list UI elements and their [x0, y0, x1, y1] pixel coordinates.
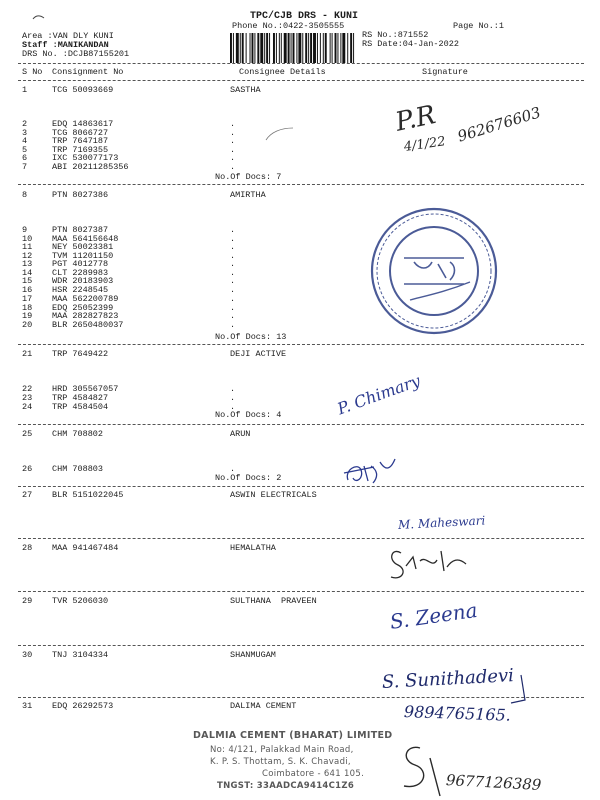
consignment-number: TVR 5206030: [52, 596, 109, 606]
consignee-name: HEMALATHA: [230, 543, 276, 553]
consignee-name: SULTHANA PRAVEEN: [230, 596, 317, 606]
barcode-bar: [340, 33, 341, 63]
barcode-bar: [298, 33, 301, 63]
handwritten-phone: 9894765165.: [403, 702, 512, 725]
serial-number: 19: [22, 311, 33, 321]
docs-count: No.Of Docs: 4: [215, 410, 282, 420]
docs-count: No.Of Docs: 13: [215, 332, 287, 342]
table-row: [0, 650, 600, 660]
rs-date: RS Date:04-Jan-2022: [362, 39, 459, 49]
barcode-bar: [323, 33, 324, 63]
barcode-bar: [310, 33, 312, 63]
docs-count: No.Of Docs: 7: [215, 172, 282, 182]
consignee-name: .: [230, 136, 236, 146]
barcode: [230, 33, 357, 63]
barcode-bar: [350, 33, 352, 63]
barcode-bar: [347, 33, 348, 63]
handwritten-phone: 962676603: [455, 103, 543, 146]
consignee-name: ASWIN ELECTRICALS: [230, 490, 317, 500]
divider: [18, 424, 584, 425]
consignee-name: DEJI ACTIVE: [230, 349, 287, 359]
table-row: [0, 320, 600, 330]
serial-number: 30: [22, 650, 33, 660]
divider: [18, 80, 584, 81]
barcode-bar: [291, 33, 292, 63]
serial-number: 15: [22, 276, 33, 286]
consignee-name: .: [230, 119, 236, 129]
serial-number: 14: [22, 268, 33, 278]
consignment-number: CHM 708803: [52, 464, 104, 474]
consignment-number: TRP 7649422: [52, 349, 109, 359]
consignee-name: .: [230, 234, 236, 244]
consignment-number: EDQ 25052399: [52, 303, 114, 313]
serial-number: 8: [22, 190, 28, 200]
barcode-bar: [266, 33, 268, 63]
barcode-bar: [288, 33, 290, 63]
serial-number: 17: [22, 294, 33, 304]
barcode-bar: [313, 33, 316, 63]
consignee-name: SHANMUGAM: [230, 650, 276, 660]
barcode-bar: [264, 33, 265, 63]
consignment-number: HSR 2248545: [52, 285, 109, 295]
column-header-sno: S No: [22, 67, 43, 77]
consignment-number: ABI 20211285356: [52, 162, 129, 172]
barcode-bar: [317, 33, 318, 63]
serial-number: 9: [22, 225, 28, 235]
serial-number: 13: [22, 259, 33, 269]
consignment-number: PGT 4012778: [52, 259, 109, 269]
handwritten-name: S. Sunithadevi: [381, 665, 515, 693]
consignee-name: .: [230, 276, 236, 286]
divider: [18, 697, 584, 698]
consignment-number: BLR 2650480037: [52, 320, 124, 330]
serial-number: 12: [22, 251, 33, 261]
consignee-name: .: [230, 259, 236, 269]
page-title: TPC/CJB DRS - KUNI: [250, 11, 359, 22]
serial-number: 5: [22, 145, 28, 155]
rs-number: RS No.:871552: [362, 30, 429, 40]
serial-number: 3: [22, 128, 28, 138]
serial-number: 10: [22, 234, 33, 244]
serial-number: 16: [22, 285, 33, 295]
consignee-name: .: [230, 303, 236, 313]
consignment-number: TVM 11201150: [52, 251, 114, 261]
barcode-bar: [257, 33, 259, 63]
serial-number: 27: [22, 490, 33, 500]
consignee-name: .: [230, 294, 236, 304]
consignee-name: .: [230, 153, 236, 163]
serial-number: 22: [22, 384, 33, 394]
consignment-number: PTN 8027386: [52, 190, 109, 200]
consignee-name: .: [230, 393, 236, 403]
consignment-number: TRP 7169355: [52, 145, 109, 155]
consignee-name: .: [230, 225, 236, 235]
table-row: [0, 85, 600, 95]
column-header-signature: Signature: [422, 67, 468, 77]
signature-scribble: [391, 551, 466, 578]
consignment-number: WDR 20183903: [52, 276, 114, 286]
barcode-bar: [276, 33, 277, 63]
consignment-number: MAA 941467484: [52, 543, 119, 553]
serial-number: 4: [22, 136, 28, 146]
consignee-name: .: [230, 320, 236, 330]
divider: [18, 486, 584, 487]
barcode-bar: [260, 33, 263, 63]
divider: [18, 538, 584, 539]
serial-number: 1: [22, 85, 28, 95]
table-row: [0, 349, 600, 359]
barcode-bar: [330, 33, 331, 63]
handwritten-name: M. Maheswari: [397, 513, 486, 532]
barcode-bar: [269, 33, 270, 63]
barcode-bar: [305, 33, 307, 63]
handwritten-initials: P.R: [392, 99, 439, 138]
barcode-bar: [337, 33, 338, 63]
barcode-bar: [233, 33, 234, 63]
table-row: [0, 402, 600, 412]
serial-number: 25: [22, 429, 33, 439]
serial-number: 31: [22, 701, 33, 711]
consignment-number: CHM 708802: [52, 429, 104, 439]
table-row: [0, 464, 600, 474]
barcode-bar: [293, 33, 295, 63]
page-number: Page No.:1: [453, 21, 505, 31]
barcode-bar: [302, 33, 303, 63]
serial-number: 21: [22, 349, 33, 359]
barcode-bar: [242, 33, 244, 63]
company-stamp-name: DALMIA CEMENT (BHARAT) LIMITED: [193, 730, 393, 741]
consignment-number: HRD 305567057: [52, 384, 119, 394]
barcode-bar: [284, 33, 287, 63]
consignee-name: DALIMA CEMENT: [230, 701, 297, 711]
serial-number: 2: [22, 119, 28, 129]
consignee-name: .: [230, 285, 236, 295]
company-stamp-address: K. P. S. Thottam, S. K. Chavadi,: [210, 757, 351, 767]
barcode-bar: [230, 33, 232, 63]
barcode-bar: [342, 33, 345, 63]
serial-number: 29: [22, 596, 33, 606]
consignment-number: MAA 564156648: [52, 234, 119, 244]
consignment-number: MAA 282827823: [52, 311, 119, 321]
barcode-bar: [246, 33, 247, 63]
column-header-consignee: Consignee Details: [239, 67, 326, 77]
consignee-name: .: [230, 464, 236, 474]
consignee-name: ARUN: [230, 429, 251, 439]
handwritten-phone: 9677126389: [445, 771, 542, 794]
consignment-number: TRP 7647187: [52, 136, 109, 146]
phone-number: Phone No.:0422-3505555: [232, 21, 345, 31]
barcode-bar: [251, 33, 253, 63]
table-row: [0, 596, 600, 606]
serial-number: 24: [22, 402, 33, 412]
consignment-number: EDQ 26292573: [52, 701, 114, 711]
staff-label: Staff :MANIKANDAN: [22, 40, 109, 50]
divider: [18, 591, 584, 592]
consignment-number: TCG 8066727: [52, 128, 109, 138]
barcode-bar: [332, 33, 333, 63]
divider: [18, 344, 584, 345]
barcode-bar: [236, 33, 239, 63]
barcode-bar: [254, 33, 255, 63]
table-row: [0, 190, 600, 200]
consignment-number: NEY 50023381: [52, 242, 114, 252]
consignment-number: BLR 5151022045: [52, 490, 124, 500]
consignee-name: AMIRTHA: [230, 190, 266, 200]
consignment-number: PTN 8027387: [52, 225, 109, 235]
serial-number: 26: [22, 464, 33, 474]
column-header-consignment: Consignment No: [52, 67, 124, 77]
divider: [18, 63, 584, 64]
consignment-number: TCG 50093669: [52, 85, 114, 95]
barcode-bar: [308, 33, 309, 63]
table-row: [0, 162, 600, 172]
area-label: Area :VAN DLY KUNI: [22, 31, 114, 41]
barcode-bar: [296, 33, 297, 63]
handwritten-date: 4/1/22: [402, 134, 447, 155]
consignment-number: MAA 562200789: [52, 294, 119, 304]
barcode-bar: [250, 33, 251, 63]
serial-number: 20: [22, 320, 33, 330]
consignee-name: .: [230, 311, 236, 321]
consignee-name: .: [230, 268, 236, 278]
table-row: [0, 490, 600, 500]
consignment-number: TNJ 3104334: [52, 650, 109, 660]
consignee-name: SASTHA: [230, 85, 261, 95]
consignee-name: .: [230, 384, 236, 394]
consignee-name: .: [230, 162, 236, 172]
barcode-bar: [325, 33, 327, 63]
consignment-number: CLT 2289983: [52, 268, 109, 278]
handwritten-name: P. Chimary: [334, 370, 423, 419]
barcode-bar: [353, 33, 354, 63]
consignee-name: .: [230, 128, 236, 138]
serial-number: 6: [22, 153, 28, 163]
consignment-number: EDQ 14863617: [52, 119, 114, 129]
serial-number: 18: [22, 303, 33, 313]
consignment-number: TRP 4584504: [52, 402, 109, 412]
divider: [18, 645, 584, 646]
barcode-bar: [281, 33, 282, 63]
company-stamp-tax-id: TNGST: 33AADCA9414C1Z6: [217, 781, 355, 791]
serial-number: 23: [22, 393, 33, 403]
drs-number: DRS No. :DCJB87155201: [22, 49, 130, 59]
table-row: [0, 429, 600, 439]
consignee-name: .: [230, 402, 236, 412]
barcode-bar: [273, 33, 275, 63]
divider: [18, 184, 584, 185]
serial-number: 28: [22, 543, 33, 553]
consignment-number: TRP 4584827: [52, 393, 109, 403]
handwritten-name: S. Zeena: [388, 597, 479, 634]
docs-count: No.Of Docs: 2: [215, 473, 282, 483]
serial-number: 11: [22, 242, 33, 252]
pen-tick-mark: [33, 16, 44, 19]
barcode-bar: [240, 33, 241, 63]
company-stamp-address: No: 4/121, Palakkad Main Road,: [210, 745, 354, 755]
consignment-number: IXC 530077173: [52, 153, 119, 163]
serial-number: 7: [22, 162, 28, 172]
signature-scribble: [404, 747, 440, 796]
barcode-bar: [335, 33, 337, 63]
consignee-name: .: [230, 242, 236, 252]
table-row: [0, 543, 600, 553]
company-stamp-city: Coimbatore - 641 105.: [262, 769, 365, 779]
consignee-name: .: [230, 251, 236, 261]
barcode-bar: [279, 33, 280, 63]
barcode-bar: [320, 33, 321, 63]
consignee-name: .: [230, 145, 236, 155]
